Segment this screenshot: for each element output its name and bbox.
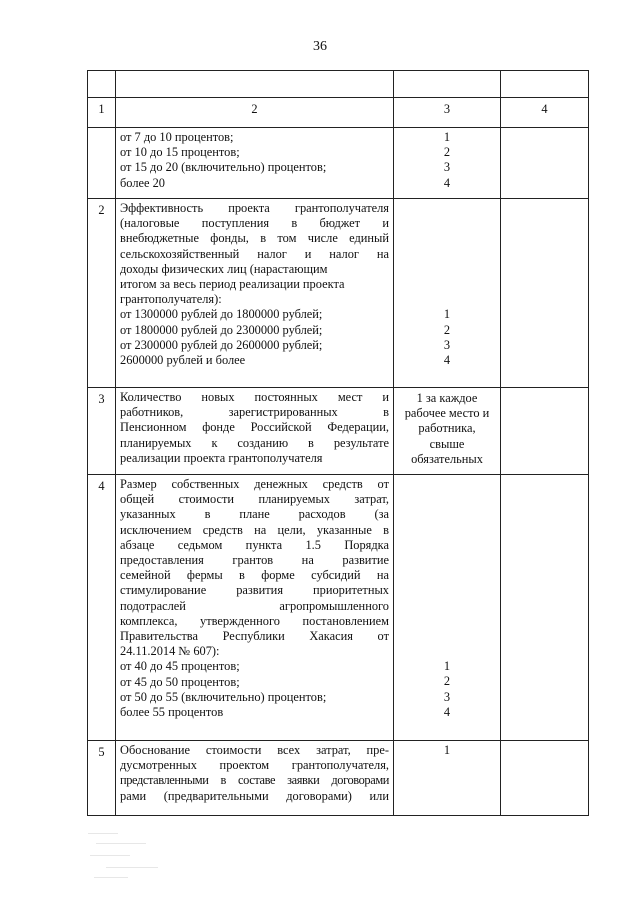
- criterion-line: Обоснование стоимости всех затрат, пре-: [120, 743, 389, 757]
- criterion-line: 2600000 рублей и более: [120, 353, 246, 368]
- table-row: [88, 388, 589, 475]
- score-cell: [394, 128, 501, 199]
- score-note-cell: [394, 388, 501, 475]
- criterion-line: Размер собственных денежных средств от: [120, 477, 389, 491]
- criterion-line: указанных в плане расходов (за: [120, 507, 389, 522]
- column-number-1: 1: [88, 98, 116, 128]
- criterion-line: от 7 до 10 процентов;: [120, 130, 234, 144]
- column-number-2: 2: [116, 98, 394, 128]
- blank-cell: [116, 71, 394, 98]
- criterion-line: сельскохозяйственный налог и налог на: [120, 246, 389, 261]
- score-value: 3: [443, 689, 451, 704]
- blank-cell: [88, 71, 116, 98]
- score-note-line: 1 за каждое: [416, 391, 478, 405]
- score-value: 2: [443, 674, 451, 689]
- criterion-line: комплекса, утвержденного постановлением: [120, 613, 389, 628]
- score-cell: [394, 475, 501, 741]
- row-number: 5: [88, 741, 116, 816]
- score-note-line: свыше: [429, 436, 465, 451]
- criterion-line: абзаце седьмом пункта 1.5 Порядка: [120, 537, 389, 552]
- criterion-line: грантополучателя):: [120, 292, 222, 307]
- blank-cell: [394, 71, 501, 98]
- table-row: [88, 741, 589, 816]
- criterion-text: [116, 199, 394, 388]
- score-value: 1: [443, 307, 451, 322]
- criterion-line: более 20: [120, 175, 166, 190]
- criterion-line: стимулирование развития приоритетных: [120, 583, 389, 598]
- row-number: 3: [88, 388, 116, 475]
- table-row: [88, 128, 589, 199]
- criterion-line: планируемых к созданию в результате: [120, 435, 389, 450]
- criterion-text: [116, 388, 394, 475]
- score-note-line: обязательных: [411, 451, 483, 466]
- empty-cell: [501, 128, 589, 199]
- criterion-line: дусмотренных проектом грантополучателя,: [120, 758, 389, 773]
- criterion-line: итогом за весь период реализации проекта: [120, 277, 345, 292]
- empty-cell: [501, 475, 589, 741]
- score-value: 1: [443, 743, 451, 757]
- score-note-line: работника,: [418, 421, 476, 436]
- criterion-line: рами (предварительными договорами) или: [120, 788, 389, 803]
- table-row: [88, 475, 589, 741]
- criterion-line: от 1300000 рублей до 1800000 рублей;: [120, 307, 323, 322]
- blank-cell: [501, 71, 589, 98]
- criterion-text: [116, 475, 394, 741]
- criterion-line: от 40 до 45 процентов;: [120, 659, 240, 674]
- criterion-line: представленными в составе заявки договорами: [120, 773, 389, 788]
- criterion-line: от 50 до 55 (включительно) процентов;: [120, 689, 327, 704]
- score-value: 1: [443, 659, 451, 674]
- criterion-line: от 45 до 50 процентов;: [120, 674, 240, 689]
- criterion-line: Эффективность проекта грантополучателя: [120, 201, 389, 215]
- criterion-line: общей стоимости планируемых затрат,: [120, 492, 389, 507]
- score-value: 1: [443, 130, 451, 144]
- criterion-line: исключением средств на цели, указанные в: [120, 522, 389, 537]
- empty-cell: [501, 388, 589, 475]
- criterion-text: [116, 128, 394, 199]
- table-row: [88, 199, 589, 388]
- criterion-line: Правительства Республики Хакасия от: [120, 629, 389, 644]
- score-cell: [394, 199, 501, 388]
- criterion-line: от 1800000 рублей до 2300000 рублей;: [120, 322, 323, 337]
- score-note-line: рабочее место и: [404, 406, 490, 421]
- score-value: 4: [443, 704, 451, 719]
- column-number-row: [88, 98, 589, 128]
- table-top-blank-row: [88, 71, 589, 98]
- criterion-line: доходы физических лиц (нарастающим: [120, 261, 328, 276]
- empty-cell: [501, 199, 589, 388]
- criterion-line: 24.11.2014 № 607):: [120, 644, 220, 659]
- column-number-4: 4: [501, 98, 589, 128]
- criteria-table: [87, 70, 589, 816]
- row-number: [88, 128, 116, 199]
- row-number: 2: [88, 199, 116, 388]
- criterion-line: (налоговые поступления в бюджет и: [120, 216, 389, 231]
- score-value: 4: [443, 352, 451, 367]
- page-number: 36: [313, 39, 327, 54]
- criterion-text: [116, 741, 394, 816]
- score-cell: [394, 741, 501, 816]
- criterion-line: работников, зарегистрированных в: [120, 405, 389, 420]
- criterion-line: от 10 до 15 процентов;: [120, 145, 240, 160]
- criterion-line: от 15 до 20 (включительно) процентов;: [120, 160, 327, 175]
- column-number-3: 3: [394, 98, 501, 128]
- row-number: 4: [88, 475, 116, 741]
- criterion-line: внебюджетные фонды, в том числе единый: [120, 231, 389, 246]
- criterion-line: семейной фермы в форме субсидий на: [120, 568, 389, 583]
- score-value: 3: [443, 337, 451, 352]
- criterion-line: подотраслей агропромышленного: [120, 598, 389, 613]
- score-value: 3: [443, 160, 451, 175]
- criterion-line: Пенсионном фонде Российской Федерации,: [120, 420, 389, 435]
- score-value: 2: [443, 322, 451, 337]
- score-value: 2: [443, 145, 451, 160]
- criterion-line: предоставления грантов на развитие: [120, 553, 389, 568]
- empty-cell: [501, 741, 589, 816]
- criterion-line: реализации проекта грантополучателя: [120, 450, 323, 465]
- criterion-line: более 55 процентов: [120, 705, 224, 720]
- score-value: 4: [443, 175, 451, 190]
- criterion-line: Количество новых постоянных мест и: [120, 390, 389, 404]
- criterion-line: от 2300000 рублей до 2600000 рублей;: [120, 337, 323, 352]
- scan-artifact: [86, 829, 160, 883]
